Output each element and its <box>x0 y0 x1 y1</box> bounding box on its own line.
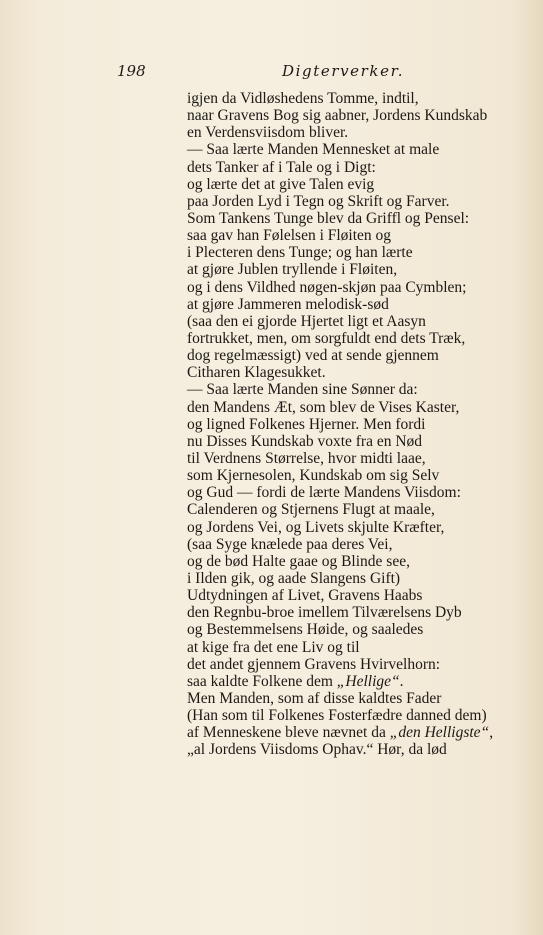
line-text: Udtydningen af Livet, Gravens Haabs <box>187 587 423 605</box>
line-trailing-text: , <box>489 724 494 742</box>
line-text: og i dens Vildhed nøgen-skjøn paa Cymblen; <box>187 278 467 296</box>
line-text: dets Tanker af i Tale og i Digt: <box>187 158 376 176</box>
page-header <box>0 60 543 82</box>
text-line <box>187 296 507 313</box>
line-italic-text: „den Helligste“ <box>389 724 490 742</box>
text-line <box>187 90 507 107</box>
text-line <box>187 553 507 570</box>
text-line <box>187 399 507 416</box>
text-line <box>187 244 507 261</box>
line-text: det andet gjennem Gravens Hvirvelhorn: <box>187 655 441 673</box>
line-italic-text: „Hellige“ <box>336 672 400 690</box>
line-text: (Han som til Folkenes Fosterfædre danned dem) <box>187 707 487 725</box>
text-line <box>187 450 507 467</box>
line-text: og Gud — fordi de lærte Mandens Viisdom: <box>187 484 461 502</box>
line-text: igjen da Vidløshedens Tomme, indtil, <box>187 90 419 107</box>
text-line <box>187 570 507 587</box>
line-text: af Menneskene bleve nævnet da <box>187 724 390 742</box>
text-line <box>187 484 507 501</box>
line-text: paa Jorden Lyd i Tegn og Skrift og Farver. <box>187 192 450 210</box>
page-number: 198 <box>117 62 146 80</box>
text-line <box>187 193 507 210</box>
text-line <box>187 639 507 656</box>
text-line <box>187 587 507 604</box>
line-text: at gjøre Jublen tryllende i Fløiten, <box>187 261 398 279</box>
line-text: som Kjernesolen, Kundskab om sig Selv <box>187 467 440 485</box>
text-line <box>187 313 507 330</box>
line-text: den Regnbu-broe imellem Tilværelsens Dyb <box>187 604 462 622</box>
line-text: i Plecteren dens Tunge; og han lærte <box>187 244 413 262</box>
line-text: og de bød Halte gaae og Blinde see, <box>187 552 410 570</box>
line-text: Som Tankens Tunge blev da Griffl og Pensel: <box>187 209 470 227</box>
text-line <box>187 176 507 193</box>
line-text: og Jordens Vei, og Livets skjulte Kræfter, <box>187 518 445 536</box>
text-line <box>187 330 507 347</box>
line-text: Men Manden, som af disse kaldtes Fader <box>187 689 442 707</box>
line-text: nu Disses Kundskab voxte fra en Nød <box>187 432 423 450</box>
running-head: Digterverker. <box>282 62 405 80</box>
line-text: Citharen Klagesukket. <box>187 364 326 382</box>
text-line <box>187 724 507 741</box>
poem-text <box>187 90 507 758</box>
text-line <box>187 604 507 621</box>
line-text: fortrukket, men, om sorgfuldt end dets Træk, <box>187 329 466 347</box>
text-line <box>187 690 507 707</box>
line-text: at gjøre Jammeren melodisk-sød <box>187 295 389 313</box>
line-text: i Ilden gik, og aade Slangens Gift) <box>187 569 401 587</box>
text-line <box>187 536 507 553</box>
line-text: saa gav han Følelsen i Fløiten og <box>187 227 392 245</box>
line-text: (saa Syge knælede paa deres Vei, <box>187 535 393 553</box>
text-line <box>187 381 507 398</box>
line-text: og ligned Folkenes Hjerner. Men fordi <box>187 415 426 433</box>
text-line <box>187 433 507 450</box>
text-line <box>187 656 507 673</box>
text-line <box>187 707 507 724</box>
text-line <box>187 519 507 536</box>
line-text: og lærte det at give Talen evig <box>187 175 375 193</box>
text-line <box>187 364 507 381</box>
text-line <box>187 347 507 364</box>
text-line <box>187 467 507 484</box>
text-line <box>187 124 507 141</box>
line-text: „al Jordens Viisdoms Ophav.“ Hør, da lød <box>187 741 447 759</box>
text-line <box>187 141 507 158</box>
line-text: (saa den ei gjorde Hjertet ligt et Aasyn <box>187 312 426 330</box>
line-text: til Verdnens Størrelse, hvor midti laae, <box>187 449 426 467</box>
line-text: naar Gravens Bog sig aabner, Jordens Kundskab <box>187 107 488 125</box>
text-line <box>187 501 507 518</box>
text-line <box>187 673 507 690</box>
line-text: Calenderen og Stjernens Flugt at maale, <box>187 501 435 519</box>
line-trailing-text: . <box>399 672 404 690</box>
text-line <box>187 227 507 244</box>
line-text: — Saa lærte Manden sine Sønner da: <box>187 381 418 399</box>
text-line <box>187 741 507 758</box>
line-text: saa kaldte Folkene dem <box>187 672 337 690</box>
line-text: — Saa lærte Manden Mennesket at male <box>187 141 440 159</box>
text-line <box>187 159 507 176</box>
line-text: en Verdensviisdom bliver. <box>187 124 349 142</box>
text-line <box>187 416 507 433</box>
line-text: at kige fra det ene Liv og til <box>187 638 360 656</box>
line-text: den Mandens Æt, som blev de Vises Kaster, <box>187 398 460 416</box>
text-line <box>187 279 507 296</box>
line-text: og Bestemmelsens Høide, og saaledes <box>187 621 424 639</box>
text-line <box>187 261 507 278</box>
line-text: dog regelmæssigt) ved at sende gjennem <box>187 347 439 365</box>
text-line <box>187 107 507 124</box>
text-line <box>187 621 507 638</box>
text-line <box>187 210 507 227</box>
